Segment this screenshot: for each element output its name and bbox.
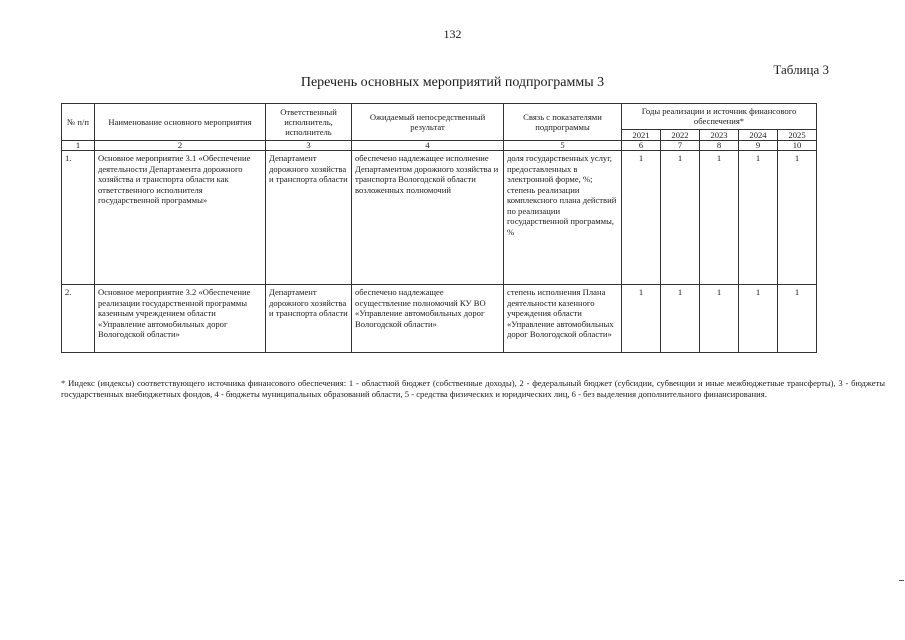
column-number: 4 [352,141,504,151]
header-responsible: Ответственный исполнитель, исполнитель [266,104,352,141]
row-result: обеспечено надлежащее исполнение Департаментом дорожного хозяйства и транспорта Вологодской области возложенных полномочий [352,151,504,285]
row-name: Основное мероприятие 3.1 «Обеспечение деятельности Департамента дорожного хозяйства и транспорта области как ответственного исполнителя государственной программы» [95,151,266,285]
column-numbers-row [62,141,817,151]
row-year-value: 1 [661,151,700,285]
header-result: Ожидаемый непосредственный результат [352,104,504,141]
column-number: 7 [661,141,700,151]
row-num: 2. [62,285,95,353]
row-name: Основное мероприятие 3.2 «Обеспечение реализации государственной программы казенным учреждением области «Управление автомобильных дорог Вологодской области» [95,285,266,353]
row-year-value: 1 [778,285,817,353]
table-label: Таблица 3 [773,62,829,77]
edge-mark [899,580,904,581]
header-name: Наименование основного мероприятия [95,104,266,141]
header-num: № п/п [62,104,95,141]
column-number: 1 [62,141,95,151]
row-responsible: Департамент дорожного хозяйства и транспорта области [266,285,352,353]
row-year-value: 1 [739,285,778,353]
row-year-value: 1 [700,151,739,285]
header-row [62,104,817,130]
row-responsible: Департамент дорожного хозяйства и транспорта области [266,151,352,285]
column-number: 10 [778,141,817,151]
activities-table [61,103,817,353]
row-year-value: 1 [700,285,739,353]
document-title: Перечень основных мероприятий подпрограммы 3 [300,75,605,90]
row-year-value: 1 [661,285,700,353]
header-year: 2022 [661,129,700,140]
row-link: доля государственных услуг, предоставленных в электронной форме, %; степень реализации комплексного плана действий по реализации государственной программы, % [504,151,622,285]
column-number: 3 [266,141,352,151]
header-year: 2025 [778,129,817,140]
page-number: 132 [443,27,462,41]
footnote: * Индекс (индексы) соответствующего источника финансового обеспечения: 1 - областной бюджет (собственные доходы), 2 - федеральный бюджет (субсидии, субвенции и иные межбюджетные трансферты), 3 - бюджеты государственных внебюджетных фондов, 4 - бюджеты муниципальных образований области, 5 - средства физических и юридических лиц, 6 - без выделения дополнительного финансирования. [61,378,885,400]
row-year-value: 1 [778,151,817,285]
header-link: Связь с показателями подпрограммы [504,104,622,141]
row-result: обеспечено надлежащее осуществление полномочий КУ ВО «Управление автомобильных дорог Вологодской области» [352,285,504,353]
row-year-value: 1 [739,151,778,285]
row-year-value: 1 [622,151,661,285]
column-number: 5 [504,141,622,151]
header-year: 2024 [739,129,778,140]
column-number: 8 [700,141,739,151]
header-year: 2023 [700,129,739,140]
header-year: 2021 [622,129,661,140]
column-number: 9 [739,141,778,151]
column-number: 6 [622,141,661,151]
row-year-value: 1 [622,285,661,353]
row-num: 1. [62,151,95,285]
table-row [62,285,817,353]
row-link: степень исполнения Плана деятельности казенного учреждения области «Управление автомобильных дорог Вологодской области» [504,285,622,353]
table-row [62,151,817,285]
header-years-group: Годы реализации и источник финансового обеспечения* [622,104,817,130]
column-number: 2 [95,141,266,151]
